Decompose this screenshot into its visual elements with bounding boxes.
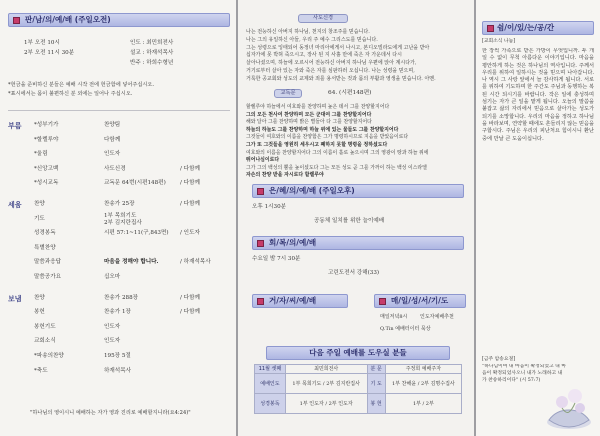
daily-bible-header: 매/일/성/서/기/도: [374, 294, 466, 308]
square-bullet-icon: [257, 298, 264, 305]
reading-label: 교독문: [274, 89, 302, 98]
duty-row: [255, 374, 462, 394]
worship-order-panel: [0, 0, 236, 436]
creed-title: 사도신경: [298, 14, 348, 23]
order-item: 교회소식: [34, 338, 56, 345]
order-item: 말씀과응답: [34, 259, 62, 266]
reading-line: 여호와의 이름을 찬양할지어다 그의 이름이 홀로 높으시며 그의 영광이 땅과 하늘 위에: [246, 149, 429, 156]
divider: [8, 110, 230, 111]
creed-line: 나는 그의 유일하신 아들, 우리 주 예수 그리스도를 믿습니다.: [246, 36, 378, 43]
footer-verse: "하나님의 영이시니 예배하는 자가 영과 진리로 예배할지니라(요4:24)": [30, 410, 191, 416]
creed-line: 살아나셨으며, 하늘에 오르시어 전능하신 아버지 하나님 우편에 앉아 계시다가,: [246, 60, 417, 67]
reading-line: 할렐루야 하늘에서 여호와를 찬양하며 높은 데서 그를 찬양할지어다: [246, 104, 390, 110]
service-3-role: 반주 : 하희수형년: [130, 60, 174, 66]
order-item: 기도: [34, 215, 45, 222]
duty-cell: 주정희 예배주자: [385, 365, 461, 374]
order-item: *성시교독: [34, 180, 59, 187]
duty-cell: 11월 셋째: [255, 365, 286, 374]
duty-cell: 1부 목희기도 / 2부 김지란집사: [285, 374, 367, 394]
order-detail: 십오마: [104, 274, 121, 280]
order-item: 특별찬양: [34, 244, 56, 251]
duty-cell: 기 도: [367, 374, 385, 394]
order-item: *할렐루야: [34, 136, 59, 143]
reading-line: 해와 달아 그를 찬양하며 밝은 별들아 다 그를 찬양할지어다: [246, 119, 372, 126]
morning-worship-header: 판/남/의/예/배 (주일오전): [8, 13, 230, 27]
next-week-duty-header: 다음 주일 예배를 도우실 분들: [266, 346, 450, 360]
order-item: 찬양: [34, 294, 45, 301]
duty-row: [255, 394, 462, 414]
creed-line: 나는 전능하신 아버지 하나님, 천지의 창조주를 믿습니다.: [246, 29, 370, 35]
offering-note: *헌금을 준비하신 분들은 예배 시작 전에 헌금함에 넣어주십시오.: [8, 82, 155, 88]
order-leader: / 다함께: [180, 165, 200, 172]
order-detail: 교독문 64번(시편148편): [104, 180, 166, 187]
order-item: *울림: [34, 151, 48, 158]
creed-line: 그는 성령으로 잉태되어 동정녀 마리아에게서 나시고, 본디오빌라도에게 고난을 받아: [246, 44, 430, 51]
memory-verse: "하나님이여 내 마음이 확정되었고 내 마음이 확정되었사오니 내가 노래하고 내가 찬송하리이다" (시 57:7): [482, 364, 566, 383]
order-leader: / 인도자: [180, 230, 200, 237]
order-item: *신앙고백: [34, 165, 59, 172]
order-item: *축도: [34, 367, 48, 374]
order-detail: 인도자: [104, 323, 121, 330]
square-bullet-icon: [379, 298, 386, 305]
section-label: 보냄: [8, 294, 22, 303]
evening-desc: 공동체 일치를 위한 늘이예배: [314, 218, 385, 224]
order-detail: 하재석목사: [104, 367, 132, 374]
wednesday-worship-header: 회/복/의/예/배: [252, 236, 464, 250]
order-detail: 사도신경: [104, 165, 126, 172]
duty-cell: 예배인도: [255, 374, 286, 394]
reading-line: 하늘의 하늘도 그를 찬양하며 하늘 위에 있는 물들도 그를 찬양할지어다: [246, 126, 399, 133]
wednesday-time: 수요일 밤 7시 30분: [252, 256, 301, 262]
bible-place: 인도자예배추천: [420, 314, 454, 320]
duty-cell: 성경봉독: [255, 394, 286, 414]
order-detail: 2부 김지란집사: [104, 219, 142, 226]
order-detail: 시편 57:1~11(구,843면): [104, 230, 169, 237]
reading-line: 그의 모든 천사여 찬양하며 모든 군대여 그를 찬양할지어다: [246, 111, 372, 118]
evening-worship-header: 은/혜/의/예/배 (주일오후): [252, 184, 464, 198]
square-bullet-icon: [257, 240, 264, 247]
order-item: *성부기가: [34, 122, 59, 128]
reading-line: 자손의 찬양 받을 자시로다 할렐루야: [246, 172, 324, 179]
reading-line: 그것들이 여호와의 이름을 찬양함은 그가 명령하시므로 지음을 받았음이로다: [246, 134, 409, 141]
evening-time: 오후 1시30분: [252, 204, 287, 210]
order-leader: / 다함께: [180, 201, 200, 207]
rest-space-header: 쉼/이/있/는/공/간: [482, 21, 594, 35]
reading-line: 그가 또 그것들을 영원히 세우시고 폐하지 못할 명령을 정하셨도다: [246, 142, 388, 148]
order-detail: 찬양팀: [104, 122, 121, 128]
order-item: 말씀공가요: [34, 274, 62, 280]
order-leader: / 다함께: [180, 294, 200, 301]
order-detail: 인도자: [104, 151, 121, 158]
duty-cell: 1부 인도자 / 2부 인도자: [285, 394, 367, 414]
order-item: 찬양: [34, 201, 45, 207]
duty-cell: 봉 헌: [367, 394, 385, 414]
order-detail: 195장 5절: [104, 353, 131, 359]
order-detail: 다함께: [104, 136, 121, 143]
section-label: 세움: [8, 201, 22, 209]
creed-line: 거기로부터 살아 있는 자와 죽은 자를 심판하러 오십니다. 나는 성령을 믿으며,: [246, 68, 415, 74]
creed-line: 십자가에 못 박혀 죽으시고, 장사 된 지 사흘 만에 죽은 자 가운데서 다시: [246, 52, 402, 59]
square-bullet-icon: [13, 17, 20, 24]
square-bullet-icon: [257, 188, 264, 195]
flower-bowl-illustration: [542, 380, 596, 432]
duty-row: [255, 365, 462, 374]
essay-body: 한 장씩 가족으로 받은 가방이 무엇입니까. 두 개일 수 없이 무척 아름다운 이야기입니다. 마음을 평안하게 하는 것은 하나님의 역사입니다. 주께서 우리를 위하여 일하시는 것을 믿으며 나아갑니다. 나 역시 그 사랑 앞에서 늘 감사하게 됩니다. 서로를 위하여 기도하며 한 주간도 주님과 동행하는 복된 시간 되시기를 바랍니다. 작은 일에 충성하며 섬기는 자가 큰 일을 맡게 됩니다. 오늘의 말씀을 붙잡고 삶의 자리에서 믿음으로 살아가는 성도가 되기를 소망합니다. 우리의 마음을 정하고 하나님을 바라보며, 연약할 때에도 흔들리지 않는 믿음을 구합시다. 주님은 우리의 피난처요 힘이시니 환난 중에 만날 큰 도움이십니다.: [482, 48, 594, 142]
reading-ref: 64. (시편148편): [328, 90, 372, 96]
duty-cell: 최민희전사: [285, 365, 367, 374]
memory-verse-title: [금주 암송요절]: [482, 357, 516, 362]
service-2-time: 2부 오전 11시 30분: [24, 50, 75, 56]
standing-note: *표시에서는 몸이 불편하신 분 외에는 일어나 주십시오.: [8, 91, 133, 97]
order-leader: / 하재석목사: [180, 259, 211, 266]
service-1-role: 인도 : 최민희전사: [130, 40, 174, 46]
order-leader: / 다함께: [180, 309, 200, 316]
order-item: *파송의찬양: [34, 353, 64, 359]
duty-cell: 분 문: [367, 365, 385, 374]
wednesday-desc: 고린도전서 강해(33): [328, 270, 380, 276]
section-label: 부름: [8, 122, 22, 130]
fellowship-header: 거/자/씨/예/배: [252, 294, 348, 308]
bible-time: 매일저녁8시: [380, 314, 408, 320]
order-detail: 찬송가 25장: [104, 201, 135, 207]
news-subtitle: [교회소식 나눔]: [482, 39, 516, 44]
order-detail: 찬송가 1장: [104, 309, 131, 316]
duty-cell: 1부 / 2부: [385, 394, 461, 414]
order-detail: 인도자: [104, 338, 121, 345]
creed-and-schedule-panel: [238, 0, 474, 436]
square-bullet-icon: [487, 25, 494, 32]
order-item: 성경봉독: [34, 230, 56, 237]
order-item: 봉헌기도: [34, 323, 56, 330]
rest-space-panel: [476, 0, 600, 436]
order-detail: 찬송가 288장: [104, 294, 139, 301]
duty-table: [254, 364, 462, 414]
service-2-role: 설교 : 하재석목사: [130, 50, 174, 56]
reading-line: 그가 그의 백성의 뿔을 높이셨도다 그는 모든 성도 곧 그를 가까이 하는 백성 이스라엘: [246, 164, 427, 171]
order-detail: 1부 목희기도: [104, 212, 137, 219]
creed-line: 거룩한 공교회와 성도의 교제와 죄를 용서받는 것과 몸의 부활과 영생을 믿습니다. 아멘.: [246, 75, 436, 82]
order-detail: 마음을 정해야 합니다.: [104, 259, 159, 266]
duty-cell: 1부 찬해윤 / 2부 김명수집사: [385, 374, 461, 394]
order-item: 봉헌: [34, 309, 45, 316]
service-1-time: 1부 오전 10시: [24, 40, 60, 46]
order-leader: / 다함께: [180, 180, 200, 187]
reading-line: 뛰어나심이로다: [246, 157, 280, 164]
bible-note: Q.Tin 예배터이터 묵상: [380, 326, 431, 332]
